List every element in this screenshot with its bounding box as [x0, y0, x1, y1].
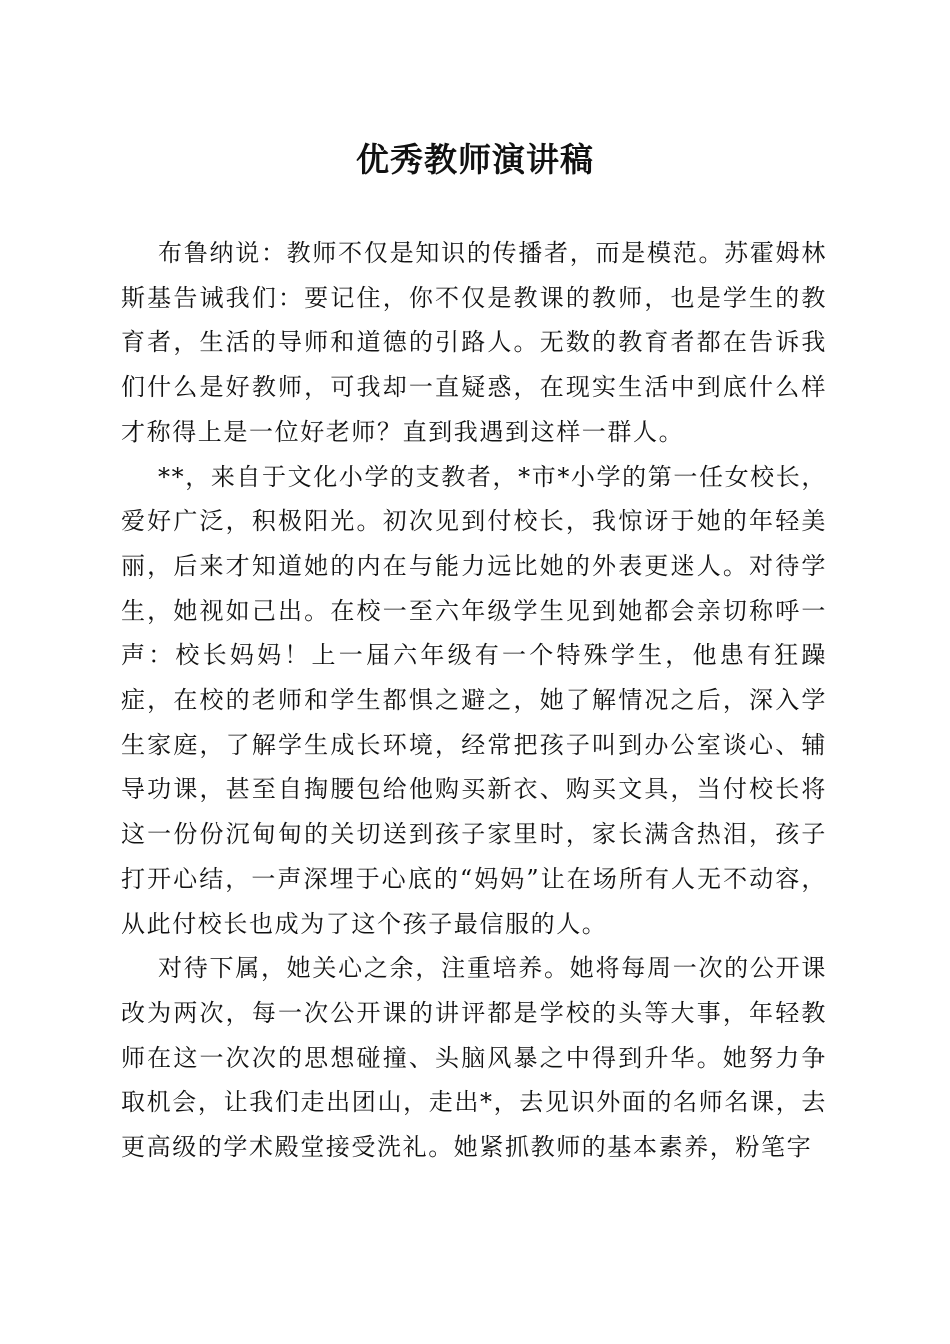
document-body — [121, 231, 827, 1170]
paragraph: 对待下属，她关心之余，注重培养。她将每周一次的公开课改为两次，每一次公开课的讲评都是学校的头等大事，年轻教师在这一次次的思想碰撞、头脑风暴之中得到升华。她努力争取机会，让我们走出团山，走出*，去见识外面的名师名课，去更高级的学术殿堂接受洗礼。她紧抓教师的基本素养，粉笔字 — [121, 954, 827, 1162]
page-title: 优秀教师演讲稿 — [356, 140, 594, 179]
paragraph: **，来自于文化小学的支教者，*市*小学的第一任女校长，爱好广泛，积极阳光。初次见到付校长，我惊讶于她的年轻美丽，后来才知道她的内在与能力远比她的外表更迷人。对待学生，她视如己出。在校一至六年级学生见到她都会亲切称呼一声：校长妈妈！上一届六年级有一个特殊学生，他患有狂躁症，在校的老师和学生都惧之避之，她了解情况之后，深入学生家庭，了解学生成长环境，经常把孩子叫到办公室谈心、辅导功课，甚至自掏腰包给他购买新衣、购买文具，当付校长将这一份份沉甸甸的关切送到孩子家里时，家长满含热泪，孩子打开心结，一声深埋于心底的“妈妈”让在场所有人无不动容，从此付校长也成为了这个孩子最信服的人。 — [121, 462, 827, 938]
paragraph: 布鲁纳说：教师不仅是知识的传播者，而是模范。苏霍姆林斯基告诫我们：要记住，你不仅是教课的教师，也是学生的教育者，生活的导师和道德的引路人。无数的教育者都在告诉我们什么是好教师，可我却一直疑惑，在现实生活中到底什么样才称得上是一位好老师？直到我遇到这样一群人。 — [121, 239, 827, 446]
